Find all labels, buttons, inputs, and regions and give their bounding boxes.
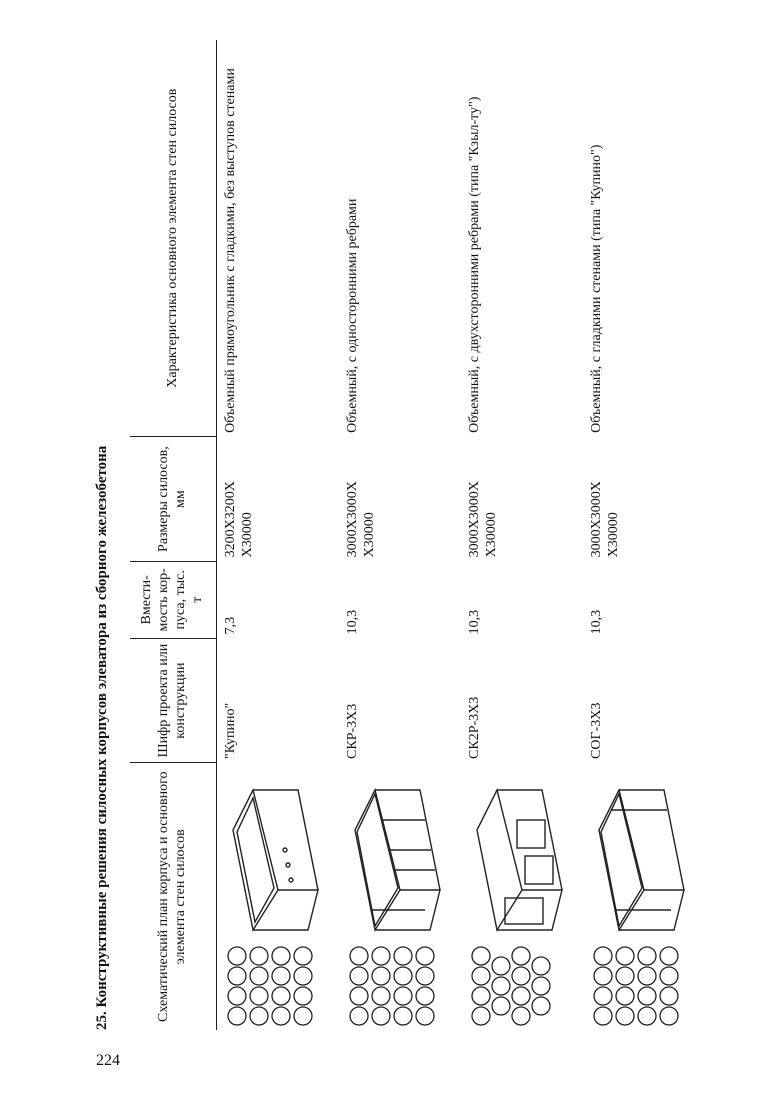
header-row — [130, 40, 217, 1030]
header-size: Размеры силосов, мм — [130, 437, 217, 562]
header-plan: Схематический план корпуса и основного элемента стен силосов — [130, 763, 217, 1030]
characteristic-cell: Объемный, с двухсторонними ребрами (типа "Кзыл-ту") — [467, 96, 482, 433]
silo-plan-drawing — [223, 946, 323, 1026]
plan-cell — [217, 763, 340, 1030]
size-cell: 3200X3200X X30000 — [223, 481, 255, 558]
wall-element-drawing — [589, 780, 689, 940]
header-characteristic: Характеристика основного элемента стен силосов — [130, 40, 217, 437]
page-number: 224 — [96, 1052, 120, 1069]
characteristic-cell: Объемный, с односторонними ребрами — [345, 198, 360, 433]
plan-cell — [339, 763, 461, 1030]
plan-cell — [583, 763, 705, 1030]
silo-plan-drawing — [467, 946, 567, 1026]
wall-element-drawing — [223, 780, 323, 940]
wall-element-drawing — [467, 780, 567, 940]
code-cell: СОГ-3Х3 — [589, 702, 604, 759]
size-cell: 3000X3000X X30000 — [345, 481, 377, 558]
table-title: 25. Конструктивные решения силосных корпусов элеватора из сборного железобетона — [94, 445, 110, 1030]
table-row — [461, 40, 583, 1030]
table-row — [583, 40, 705, 1030]
capacity-cell: 10,3 — [345, 609, 360, 635]
capacity-cell: 10,3 — [589, 609, 604, 635]
code-cell: СКР-3Х3 — [345, 703, 360, 759]
header-capacity: Вмести-мость кор-пуса, тыс. т — [130, 561, 217, 638]
size-cell: 3000X3000X X30000 — [467, 481, 499, 558]
code-cell: "Купино" — [223, 702, 238, 759]
silo-plan-drawing — [589, 946, 689, 1026]
capacity-cell: 7,3 — [223, 616, 238, 635]
table-row — [217, 40, 340, 1030]
table-row — [339, 40, 461, 1030]
code-cell: СК2Р-3Х3 — [467, 696, 482, 759]
capacity-cell: 10,3 — [467, 609, 482, 635]
plan-cell — [461, 763, 583, 1030]
characteristic-cell: Объемный, с гладкими стенами (типа "Купино") — [589, 144, 604, 433]
silos-table — [130, 40, 705, 1030]
rotated-table-area — [90, 30, 650, 1030]
silo-plan-drawing — [345, 946, 445, 1026]
size-cell: 3000X3000X X30000 — [589, 481, 621, 558]
header-code: Шифр проекта или конструкции — [130, 638, 217, 763]
characteristic-cell: Объемный прямоугольник с гладкими, без выступов стенами — [223, 68, 238, 433]
wall-element-drawing — [345, 780, 445, 940]
